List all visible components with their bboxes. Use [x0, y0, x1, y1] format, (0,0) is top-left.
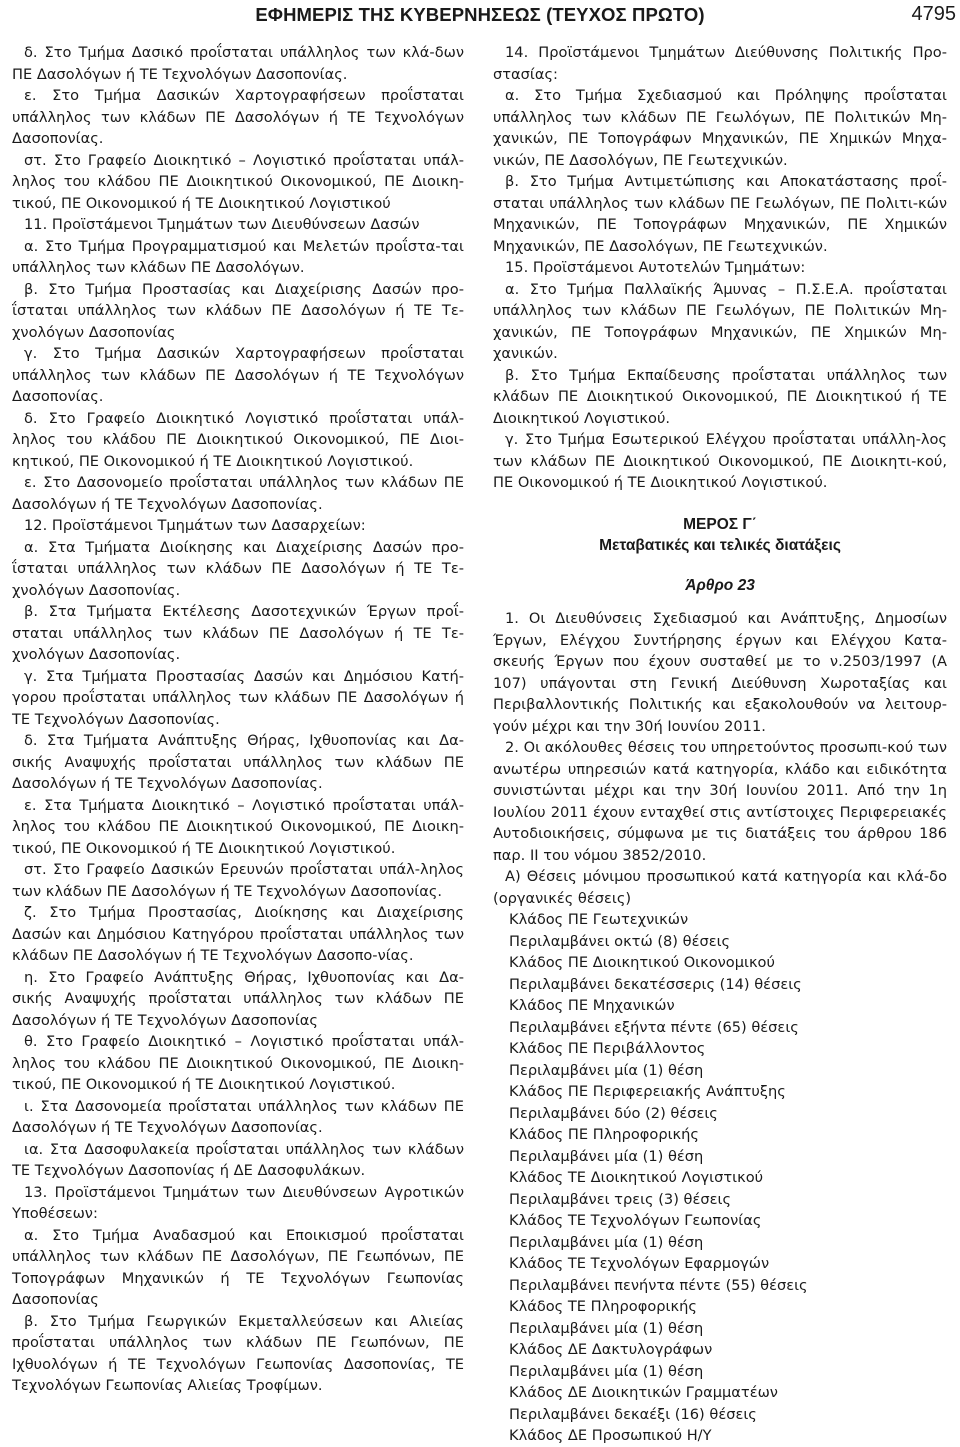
article-paragraph: 1. Οι Διευθύνσεις Σχεδιασμού και Ανάπτυξης, Δημοσίων Έργων, Ελέγχου Συντήρησης έργων και Ελέγχου Κατα-σκευής Έργων που έχουν συσταθεί με το ν.2503/1997 (Α 107) υπάγονται στη Γενική Διεύθυνση Χωροταξίας και Περιβαλλοντικής Πολιτικής και εξακολουθούν να λειτουρ-γούν μέχρι και την 30ή Ιουνίου 2011.	[493, 610, 947, 735]
paragraph: δ. Στο Τμήμα Δασικό προΐσταται υπάλληλος των κλά-δων ΠΕ Δασολόγων ή ΤΕ Τεχνολόγων Δασοπονίας.	[12, 44, 464, 83]
list-item: Περιλαμβάνει πενήντα πέντε (55) θέσεις	[509, 1276, 808, 1294]
page-header	[0, 0, 960, 32]
paragraph: δ. Στο Γραφείο Διοικητικό Λογιστικό προΐσταται υπάλ-ληλος του κλάδου ΠΕ Διοικητικού Οικονομικού, ΠΕ Διοι-κητικού, ΠΕ Οικονομικού ή ΤΕ Διοικητικού Λογιστικού.	[12, 409, 464, 470]
list-item: Περιλαμβάνει μία (1) θέση	[509, 1319, 704, 1337]
right-column	[493, 42, 947, 1447]
list-item: Περιλαμβάνει δεκαέξι (16) θέσεις	[509, 1405, 757, 1423]
paragraph: α. Στο Τμήμα Σχεδιασμού και Πρόληψης προΐσταται υπάλληλος των κλάδων ΠΕ Γεωλόγων, ΠΕ Πολιτικών Μη-χανικών, ΠΕ Τοπογράφων Μηχανικών, ΠΕ Χημικών Μηχα-νικών, ΠΕ Δασολόγων, ΠΕ Γεωτεχνικών.	[493, 87, 947, 169]
paragraph: β. Στο Τμήμα Αντιμετώπισης και Αποκατάστασης προΐ-σταται υπάλληλος των κλάδων ΠΕ Γεωλόγων, ΠΕ Πολιτι-κών Μηχανικών, ΠΕ Τοπογράφων Μηχανικών, ΠΕ Χημικών Μηχανικών, ΠΕ Δασολόγων, ΠΕ Γεωτεχνικών.	[493, 173, 947, 255]
list-item: Κλάδος ΠΕ Περιφερειακής Ανάπτυξης	[509, 1083, 786, 1100]
paragraph: 14. Προϊστάμενοι Τμημάτων Διεύθυνσης Πολιτικής Προ-στασίας:	[493, 44, 947, 83]
part-title: ΜΕΡΟΣ Γ΄	[683, 515, 757, 533]
list-item: Περιλαμβάνει τρεις (3) θέσεις	[509, 1190, 732, 1208]
gazette-title: ΕΦΗΜΕΡΙΣ ΤΗΣ ΚΥΒΕΡΝΗΣΕΩΣ (ΤΕΥΧΟΣ ΠΡΩΤΟ)	[255, 4, 705, 25]
list-item: Κλάδος ΠΕ Διοικητικού Οικονομικού	[509, 954, 775, 971]
paragraph: ζ. Στο Τμήμα Προστασίας, Διοίκησης και Διαχείρισης Δασών και Δημόσιου Κατηγόρου προΐσταται υπάλληλος των κλάδων ΠΕ Δασολόγων ή ΤΕ Τεχνολόγων Δασοπο-νίας.	[12, 904, 464, 964]
paragraph: ι. Στα Δασονομεία προΐσταται υπάλληλος των κλάδων ΠΕ Δασολόγων ή ΤΕ Τεχνολόγων Δασοπονίας.	[12, 1097, 464, 1136]
paragraph: 15. Προϊστάμενοι Αυτοτελών Τμημάτων:	[505, 259, 806, 276]
article-paragraph: 2. Οι ακόλουθες θέσεις του υπηρετούντος προσωπι-κού των ανωτέρω υπηρεσιών κατά κατηγορία, κλάδο και ειδικότητα συνιστώνται μέχρι και την 30ή Ιουνίου 2011. Από την 1η Ιουλίου 2011 έχουν ενταχθεί στις αντίστοιχες Περιφερειακές Αυτοδιοικήσεις, σύμφωνα με τις διατάξεις του άρθρου 186 παρ. ΙΙ του νόμου 3852/2010.	[493, 739, 947, 864]
list-item: Κλάδος ΤΕ Τεχνολόγων Γεωπονίας	[509, 1212, 762, 1229]
list-item: Περιλαμβάνει μία (1) θέση	[509, 1233, 704, 1251]
article-title: Άρθρο 23	[685, 576, 755, 594]
list-item: Κλάδος ΔΕ Προσωπικού Η/Υ	[509, 1427, 712, 1444]
paragraph: 13. Προϊστάμενοι Τμημάτων των Διευθύνσεων Αγροτικών Υποθέσεων:	[12, 1183, 464, 1222]
paragraph: β. Στο Τμήμα Γεωργικών Εκμεταλλεύσεων και Αλιείας προΐσταται υπάλληλος των κλάδων ΠΕ Γεωπόνων, ΠΕ Ιχθυολόγων ή ΤΕ Τεχνολόγων Γεωπονίας Δασοπονίας, ΤΕ Τεχνολόγων Γεωπονίας Αλιείας Τροφίμων.	[12, 1312, 464, 1394]
paragraph: β. Στο Τμήμα Προστασίας και Διαχείρισης Δασών προ-ΐσταται υπάλληλος των κλάδων ΠΕ Δασολόγων ή ΤΕ Τε-χνολόγων Δασοπονίας	[12, 280, 464, 341]
paragraph: ε. Στα Τμήματα Διοικητικό – Λογιστικό προΐσταται υπάλ-ληλος του κλάδου ΠΕ Διοικητικού Οικονομικού, ΠΕ Διοικη-τικού, ΠΕ Οικονομικού ή ΤΕ Διοικητικού Λογιστικού.	[12, 796, 464, 857]
article-paragraphs	[493, 608, 947, 909]
paragraph: α. Στο Τμήμα Αναδασμού και Εποικισμού προΐσταται υπάλληλος των κλάδων ΠΕ Δασολόγων, ΠΕ Γεωπόνων, ΠΕ Τοπογράφων Μηχανικών ή ΤΕ Τεχνολόγων Γεωπονίας Δασοπονίας	[12, 1226, 464, 1308]
paragraph: β. Στο Τμήμα Εκπαίδευσης προΐσταται υπάλληλος των κλάδων ΠΕ Διοικητικού Οικονομικού, ΠΕ Διοικητικού ή ΤΕ Διοικητικού Λογιστικού.	[493, 366, 947, 427]
list-item: Περιλαμβάνει μία (1) θέση	[509, 1147, 704, 1165]
paragraph: δ. Στα Τμήματα Ανάπτυξης Θήρας, Ιχθυοπονίας και Δα-σικής Αναψυχής προΐσταται υπάλληλος των κλάδων ΠΕ Δασολόγων ή ΤΕ Τεχνολόγων Δασοπονίας.	[12, 732, 464, 792]
paragraph: α. Στο Τμήμα Παλλαϊκής Άμυνας – Π.Σ.Ε.Α. προΐσταται υπάλληλος των κλάδων ΠΕ Γεωλόγων, ΠΕ Πολιτικών Μη-χανικών, ΠΕ Τοπογράφων Μηχανικών, ΠΕ Χημικών Μη-χανικών.	[493, 280, 947, 362]
paragraph: η. Στο Γραφείο Ανάπτυξης Θήρας, Ιχθυοπονίας και Δα-σικής Αναψυχής προΐσταται υπάλληλος των κλάδων ΠΕ Δασολόγων ή ΤΕ Τεχνολόγων Δασοπονίας	[12, 968, 464, 1029]
list-item: Κλάδος ΠΕ Γεωτεχνικών	[509, 911, 689, 928]
paragraph: θ. Στο Γραφείο Διοικητικό – Λογιστικό προΐσταται υπάλ-ληλος του κλάδου ΠΕ Διοικητικού Οικονομικού, ΠΕ Διοικη-τικού, ΠΕ Οικονομικού ή ΤΕ Διοικητικού Λογιστικού.	[12, 1033, 464, 1093]
list-item: Κλάδος ΠΕ Πληροφορικής	[509, 1126, 699, 1143]
paragraph: 12. Προϊστάμενοι Τμημάτων των Δασαρχείων:	[24, 517, 366, 534]
page-number: 4795	[911, 3, 956, 25]
list-item: Περιλαμβάνει εξήντα πέντε (65) θέσεις	[509, 1018, 799, 1036]
paragraph: ε. Στο Τμήμα Δασικών Χαρτογραφήσεων προΐσταται υπάλληλος των κλάδων ΠΕ Δασολόγων ή ΤΕ Τεχνολόγων Δασοπονίας.	[12, 87, 464, 147]
part-subtitle: Μεταβατικές και τελικές διατάξεις	[599, 537, 841, 554]
list-item: Περιλαμβάνει μία (1) θέση	[509, 1362, 704, 1380]
paragraph: ια. Στα Δασοφυλακεία προΐσταται υπάλληλος των κλάδων ΤΕ Τεχνολόγων Δασοπονίας ή ΔΕ Δασοφυλάκων.	[12, 1140, 464, 1179]
list-item: Περιλαμβάνει δύο (2) θέσεις	[509, 1104, 718, 1122]
list-item: Κλάδος ΤΕ Διοικητικού Λογιστικού	[509, 1169, 764, 1186]
paragraph: α. Στο Τμήμα Προγραμματισμού και Μελετών προΐστα-ται υπάλληλος των κλάδων ΠΕ Δασολόγων.	[12, 237, 464, 276]
list-item: Κλάδος ΠΕ Μηχανικών	[509, 997, 675, 1014]
paragraph: στ. Στο Γραφείο Διοικητικό – Λογιστικό προΐσταται υπάλ-ληλος του κλάδου ΠΕ Διοικητικού Οικονομικού, ΠΕ Διοικη-τικού, ΠΕ Οικονομικού ή ΤΕ Διοικητικού Λογιστικού	[12, 151, 464, 212]
list-item: Κλάδος ΠΕ Περιβάλλοντος	[509, 1040, 706, 1057]
article-paragraph: Α) Θέσεις μόνιμου προσωπικού κατά κατηγορία και κλά-δο (οργανικές θέσεις)	[493, 868, 947, 907]
paragraph: 11. Προϊστάμενοι Τμημάτων των Διευθύνσεων Δασών	[24, 216, 420, 233]
list-item: Περιλαμβάνει μία (1) θέση	[509, 1061, 704, 1079]
paragraph: α. Στα Τμήματα Διοίκησης και Διαχείρισης Δασών προ-ΐσταται υπάλληλος των κλάδων ΠΕ Δασολόγων ή ΤΕ Τε-χνολόγων Δασοπονίας.	[12, 538, 464, 599]
list-item: Κλάδος ΤΕ Τεχνολόγων Εφαρμογών	[509, 1255, 770, 1272]
right-column-paragraphs	[493, 42, 947, 494]
list-item: Κλάδος ΔΕ Δακτυλογράφων	[509, 1341, 713, 1358]
paragraph: ε. Στο Δασονομείο προΐσταται υπάλληλος των κλάδων ΠΕ Δασολόγων ή ΤΕ Τεχνολόγων Δασοπονίας.	[12, 474, 464, 513]
paragraph: γ. Στο Τμήμα Εσωτερικού Ελέγχου προΐσταται υπάλλη-λος των κλάδων ΠΕ Διοικητικού Οικονομικού, ΠΕ Διοικητι-κού, ΠΕ Οικονομικού ή ΤΕ Διοικητικού Λογιστικού.	[493, 431, 947, 491]
left-column	[12, 42, 464, 1397]
list-item: Κλάδος ΔΕ Διοικητικών Γραμματέων	[509, 1384, 778, 1401]
positions-list	[493, 909, 947, 1447]
list-item: Περιλαμβάνει οκτώ (8) θέσεις	[509, 932, 731, 950]
paragraph: β. Στα Τμήματα Εκτέλεσης Δασοτεχνικών Έργων προΐ-σταται υπάλληλος των κλάδων ΠΕ Δασολόγων ή ΤΕ Τε-χνολόγων Δασοπονίας.	[12, 603, 464, 663]
list-item: Περιλαμβάνει δεκατέσσερις (14) θέσεις	[509, 975, 802, 993]
paragraph: γ. Στο Τμήμα Δασικών Χαρτογραφήσεων προΐσταται υπάλληλος των κλάδων ΠΕ Δασολόγων ή ΤΕ Τεχνολόγων Δασοπονίας.	[12, 345, 464, 405]
paragraph: γ. Στα Τμήματα Προστασίας Δασών και Δημόσιου Κατή-γορου προΐσταται υπάλληλος των κλάδων ΠΕ Δασολόγων ή ΤΕ Τεχνολόγων Δασοπονίας.	[12, 667, 464, 728]
list-item: Κλάδος ΤΕ Πληροφορικής	[509, 1298, 697, 1315]
paragraph: στ. Στο Γραφείο Δασικών Ερευνών προΐσταται υπάλ-ληλος των κλάδων ΠΕ Δασολόγων ή ΤΕ Τεχνολόγων Δασοπονίας.	[12, 861, 464, 900]
